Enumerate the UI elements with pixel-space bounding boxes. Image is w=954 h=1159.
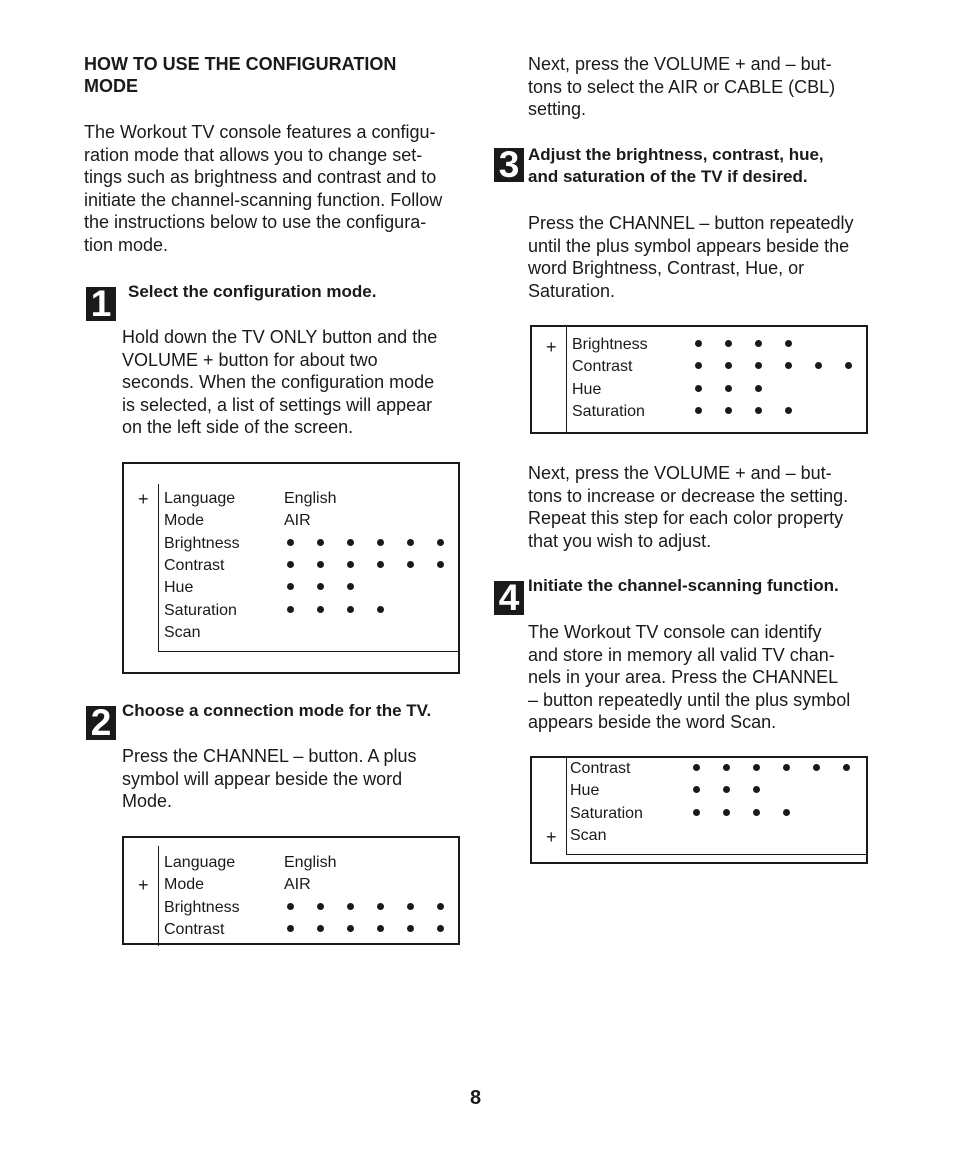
level-dot: [437, 561, 444, 568]
setting-level-dots: [287, 919, 467, 941]
level-dot: [695, 385, 702, 392]
setting-label: Contrast: [570, 760, 631, 777]
level-dot: [755, 407, 762, 414]
level-dot: [725, 340, 732, 347]
setting-value: English: [284, 490, 337, 507]
step-2-title: Choose a connection mode for the TV.: [122, 701, 432, 720]
level-dot: [347, 925, 354, 932]
level-dot: [287, 583, 294, 590]
step-1-title: Select the configuration mode.: [128, 282, 377, 301]
step-1-body: Hold down the TV ONLY button and the VOLUME + button for about two seconds. When the configuration mode is selected, a list of settings will appear on the left side of the screen.: [122, 327, 438, 438]
setting-label: Scan: [570, 826, 607, 844]
level-dot: [755, 385, 762, 392]
level-dot: [347, 583, 354, 590]
setting-label: Saturation: [570, 804, 643, 822]
setting-label: Mode: [164, 876, 205, 894]
level-dot: [723, 809, 730, 816]
setting-level-dots: [287, 897, 467, 919]
setting-label: Brightness: [572, 336, 648, 353]
level-dot: [843, 764, 850, 771]
setting-label: Hue: [572, 380, 602, 398]
level-dot: [695, 407, 702, 414]
level-dot: [723, 786, 730, 793]
level-dot: [407, 903, 414, 910]
section-title: HOW TO USE THE CONFIGURATION MODE: [84, 54, 397, 96]
level-dot: [783, 809, 790, 816]
level-dot: [725, 385, 732, 392]
setting-label: Hue: [570, 782, 600, 800]
setting-row-brightness: [572, 334, 862, 356]
intro-paragraph: The Workout TV console features a configu- ration mode that allows you to change set- tings such as brightness and contrast and to initiate the channel-scanning function. Follow the instructions below to use the configura- tion mode.: [84, 122, 443, 255]
setting-row-mode: [164, 510, 454, 532]
level-dot: [753, 786, 760, 793]
setting-label: Contrast: [164, 920, 225, 938]
level-dot: [347, 903, 354, 910]
setting-label: Contrast: [164, 556, 225, 574]
step-1-number: 1: [86, 287, 116, 321]
setting-level-dots: [693, 758, 873, 780]
setting-row-scan: [570, 825, 860, 847]
level-dot: [317, 925, 324, 932]
level-dot: [815, 362, 822, 369]
setting-label: Saturation: [572, 402, 645, 420]
level-dot: [317, 583, 324, 590]
screen-3-settings-list: [530, 325, 868, 434]
setting-row-language: [164, 852, 454, 874]
level-dot: [317, 903, 324, 910]
screen-2-settings-list: [122, 836, 460, 945]
level-dot: [693, 786, 700, 793]
step-3-number: 3: [494, 148, 524, 182]
setting-row-contrast: [164, 919, 454, 941]
level-dot: [755, 362, 762, 369]
level-dot: [377, 925, 384, 932]
level-dot: [287, 561, 294, 568]
setting-row-contrast: [572, 356, 862, 378]
setting-row-saturation: [570, 803, 860, 825]
setting-row-hue: [570, 780, 860, 802]
level-dot: [695, 362, 702, 369]
level-dot: [287, 539, 294, 546]
level-dot: [377, 539, 384, 546]
level-dot: [753, 764, 760, 771]
level-dot: [725, 362, 732, 369]
setting-value: AIR: [284, 876, 311, 894]
step-3-intro: Next, press the VOLUME + and – but- tons to select the AIR or CABLE (CBL) setting.: [528, 54, 836, 120]
level-dot: [317, 539, 324, 546]
level-dot: [813, 764, 820, 771]
level-dot: [407, 539, 414, 546]
setting-level-dots: [695, 379, 785, 401]
setting-label: Contrast: [572, 358, 633, 376]
step-3-body: Press the CHANNEL – button repeatedly until the plus symbol appears beside the word Brightness, Contrast, Hue, or Saturation.: [528, 213, 854, 301]
setting-label: Scan: [164, 623, 201, 641]
level-dot: [287, 606, 294, 613]
screen-1-settings-list: [122, 462, 460, 674]
level-dot: [695, 340, 702, 347]
level-dot: [317, 561, 324, 568]
step-2-number: 2: [86, 706, 116, 740]
setting-value: AIR: [284, 512, 311, 530]
setting-row-hue: [572, 379, 862, 401]
level-dot: [377, 561, 384, 568]
level-dot: [407, 925, 414, 932]
level-dot: [693, 809, 700, 816]
setting-row-saturation: [572, 401, 862, 423]
step-4-body: The Workout TV console can identify and store in memory all valid TV chan- nels in your area. Press the CHANNEL – button repeatedly until the plus symbol appears beside the word Scan.: [528, 622, 851, 733]
step-4-title: Initiate the channel-scanning function.: [528, 576, 839, 595]
level-dot: [437, 903, 444, 910]
setting-row-contrast: [570, 758, 860, 780]
step-4-number: 4: [494, 581, 524, 615]
setting-level-dots: [287, 533, 467, 555]
setting-level-dots: [287, 555, 467, 577]
plus-indicator-brightness: +: [546, 337, 557, 357]
setting-level-dots: [287, 577, 377, 599]
setting-level-dots: [693, 803, 813, 825]
setting-row-scan: [164, 622, 454, 644]
step-2-body: Press the CHANNEL – button. A plus symbol will appear beside the word Mode.: [122, 746, 417, 812]
level-dot: [377, 903, 384, 910]
level-dot: [725, 407, 732, 414]
level-dot: [753, 809, 760, 816]
level-dot: [437, 925, 444, 932]
level-dot: [437, 539, 444, 546]
setting-level-dots: [695, 356, 875, 378]
setting-level-dots: [287, 600, 407, 622]
setting-label: Brightness: [164, 534, 240, 552]
step-3-title: Adjust the brightness, contrast, hue, and saturation of the TV if desired.: [528, 145, 824, 186]
level-dot: [287, 925, 294, 932]
plus-indicator-scan: +: [546, 827, 557, 847]
level-dot: [785, 407, 792, 414]
setting-row-brightness: [164, 897, 454, 919]
level-dot: [347, 606, 354, 613]
plus-indicator-mode: +: [138, 875, 149, 895]
setting-label: Language: [164, 490, 236, 507]
setting-label: Language: [164, 854, 236, 871]
step-3-adjust-text: Next, press the VOLUME + and – but- tons to increase or decrease the setting. Repeat this step for each color property that you wish to adjust.: [528, 463, 849, 551]
setting-value: English: [284, 854, 337, 871]
setting-row-hue: [164, 577, 454, 599]
level-dot: [723, 764, 730, 771]
setting-row-saturation: [164, 600, 454, 622]
level-dot: [347, 561, 354, 568]
setting-row-contrast: [164, 555, 454, 577]
level-dot: [347, 539, 354, 546]
setting-label: Saturation: [164, 601, 237, 619]
setting-level-dots: [695, 401, 815, 423]
plus-indicator-language: +: [138, 489, 149, 509]
setting-level-dots: [693, 780, 783, 802]
level-dot: [785, 362, 792, 369]
setting-label: Brightness: [164, 898, 240, 916]
level-dot: [287, 903, 294, 910]
level-dot: [693, 764, 700, 771]
screen-4-settings-list: [530, 756, 868, 864]
setting-row-mode: [164, 874, 454, 896]
setting-label: Hue: [164, 579, 194, 597]
page-number: 8: [470, 1087, 482, 1109]
level-dot: [317, 606, 324, 613]
setting-level-dots: [695, 334, 815, 356]
level-dot: [755, 340, 762, 347]
setting-row-language: [164, 488, 454, 510]
level-dot: [845, 362, 852, 369]
setting-label: Mode: [164, 512, 205, 530]
level-dot: [377, 606, 384, 613]
level-dot: [783, 764, 790, 771]
level-dot: [407, 561, 414, 568]
setting-row-brightness: [164, 533, 454, 555]
level-dot: [785, 340, 792, 347]
